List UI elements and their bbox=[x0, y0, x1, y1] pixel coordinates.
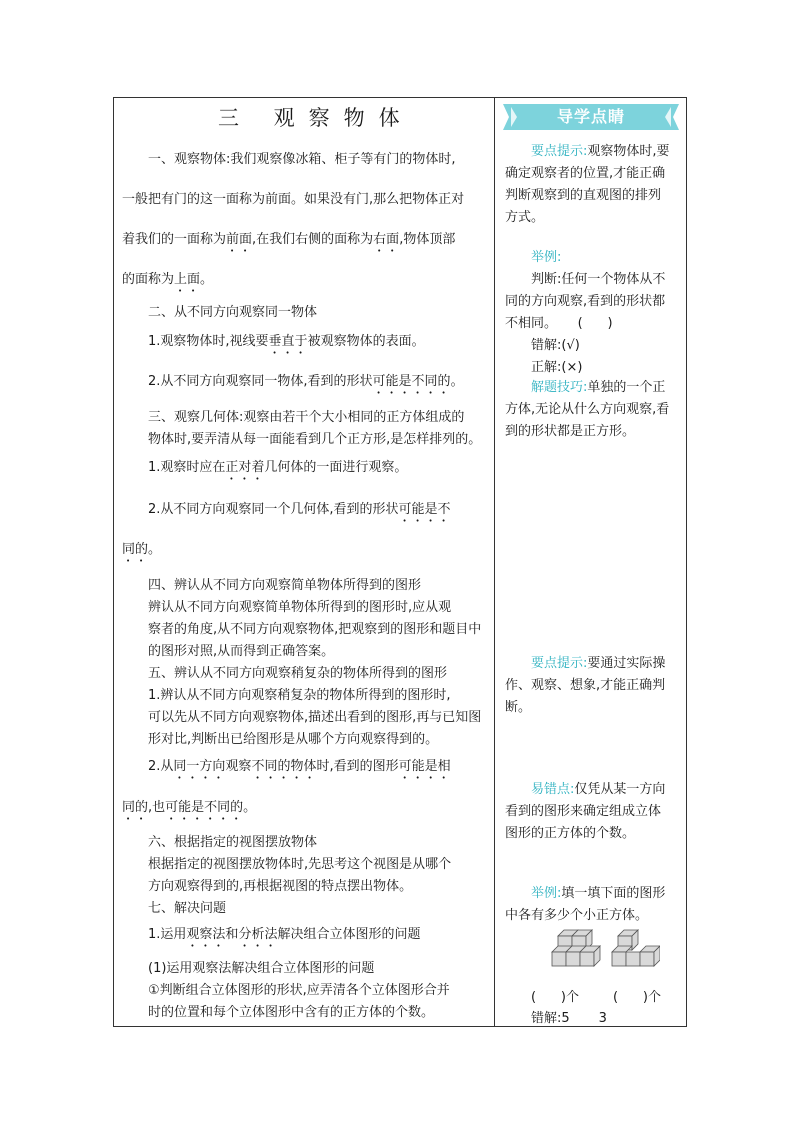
s1-line2: 一般把有门的这一面称为前面。如果没有门,那么把物体正对 bbox=[122, 192, 465, 207]
s3-point2-cont: 同的。 bbox=[122, 542, 162, 557]
s5-line3: 形对比,判断出已给图形是从哪个方向观察得到的。 bbox=[148, 732, 439, 747]
s3-point1: 1.观察时应在正对着几何体的一面进行观察。 bbox=[148, 460, 408, 475]
s4-heading: 四、辨认从不同方向观察简单物体所得到的图形 bbox=[148, 578, 422, 593]
ex1-tip-line2: 方体,无论从什么方向观察,看 bbox=[505, 402, 670, 417]
kp1-label: 要点提示: bbox=[531, 144, 588, 159]
kp2-line3: 断。 bbox=[505, 700, 532, 715]
s1-line3: 着我们的一面称为前面,在我们右侧的面称为右面,物体顶部 bbox=[122, 232, 456, 247]
page-title: 三 观察物体 bbox=[218, 106, 414, 130]
kp1-line4: 方式。 bbox=[505, 210, 545, 225]
main-column bbox=[114, 98, 494, 1026]
s2-point1: 1.观察物体时,视线要垂直于被观察物体的表面。 bbox=[148, 334, 425, 349]
banner-title: 导学点睛 bbox=[556, 107, 625, 126]
cube-figure-2 bbox=[610, 928, 660, 980]
s7-heading: 七、解决问题 bbox=[148, 901, 227, 916]
s5-heading: 五、辨认从不同方向观察稍复杂的物体所得到的图形 bbox=[148, 666, 448, 681]
tip-label: 解题技巧: bbox=[531, 380, 588, 395]
s6-heading: 六、根据指定的视图摆放物体 bbox=[148, 835, 318, 850]
kp1-line1: 要点提示:观察物体时,要 bbox=[531, 144, 670, 159]
s5-point2: 2.从同一方向观察不同的物体时,看到的图形可能是相 bbox=[148, 759, 451, 774]
s1-line4: 的面称为上面。 bbox=[122, 272, 214, 287]
kp2-line2: 作、观察、想象,才能正确判 bbox=[505, 678, 666, 693]
s6-line2: 方向观察得到的,再根据视图的特点摆出物体。 bbox=[148, 879, 413, 894]
ex1-line3: 不相同。 ( ) bbox=[505, 316, 613, 331]
sidebar-column bbox=[495, 98, 687, 1026]
err-line3: 图形的正方体的个数。 bbox=[505, 826, 636, 841]
ex2-blank2: ( )个 bbox=[613, 990, 661, 1005]
ex2-label: 举例: bbox=[531, 886, 562, 901]
err-label: 易错点: bbox=[531, 782, 575, 797]
s7-subpoint: (1)运用观察法解决组合立体图形的问题 bbox=[148, 961, 375, 976]
ex2-line1: 举例:填一填下面的图形 bbox=[531, 886, 666, 901]
ex1-right: 正解:(×) bbox=[531, 360, 583, 375]
s2-heading: 二、从不同方向观察同一物体 bbox=[148, 305, 318, 320]
kp2-line1: 要点提示:要通过实际操 bbox=[531, 656, 666, 671]
s7-line2: 时的位置和每个立体图形中含有的正方体的个数。 bbox=[148, 1005, 435, 1020]
ex1-wrong: 错解:(√) bbox=[531, 338, 580, 353]
ex1-line2: 同的方向观察,看到的形状都 bbox=[505, 294, 666, 309]
guide-banner bbox=[503, 104, 679, 130]
ex1-label: 举例: bbox=[531, 250, 562, 265]
s3-point2: 2.从不同方向观察同一个几何体,看到的形状可能是不 bbox=[148, 502, 451, 517]
kp1-line3: 判断观察到的直观图的排列 bbox=[505, 188, 662, 203]
ex1-tip-line3: 到的形状都是正方形。 bbox=[505, 424, 636, 439]
s6-line1: 根据指定的视图摆放物体时,先思考这个视图是从哪个 bbox=[148, 857, 452, 872]
kp1-line2: 确定观察者的位置,才能正确 bbox=[505, 166, 666, 181]
ex2-answer: 错解:5 3 bbox=[531, 1011, 607, 1026]
s5-line1: 1.辨认从不同方向观察稍复杂的物体所得到的图形时, bbox=[148, 688, 451, 703]
ex1-tip-line1: 解题技巧:单独的一个正 bbox=[531, 380, 666, 395]
s5-line2: 可以先从不同方向观察物体,描述出看到的图形,再与已知图 bbox=[148, 710, 482, 725]
s2-point2: 2.从不同方向观察同一物体,看到的形状可能是不同的。 bbox=[148, 374, 464, 389]
ex2-line2: 中各有多少个小正方体。 bbox=[505, 908, 649, 923]
s7-line1: ①判断组合立体图形的形状,应弄清各个立体图形合并 bbox=[148, 983, 450, 998]
s4-line2: 察者的角度,从不同方向观察物体,把观察到的图形和题目中 bbox=[148, 622, 482, 637]
err-line2: 看到的图形来确定组成立体 bbox=[505, 804, 662, 819]
s5-point2-cont: 同的,也可能是不同的。 bbox=[122, 800, 257, 815]
s4-line1: 辨认从不同方向观察简单物体所得到的图形时,应从观 bbox=[148, 600, 452, 615]
cube-figure-1 bbox=[550, 928, 608, 980]
s7-point1: 1.运用观察法和分析法解决组合立体图形的问题 bbox=[148, 927, 421, 942]
s4-line3: 的图形对照,从而得到正确答案。 bbox=[148, 644, 335, 659]
err-line1: 易错点:仅凭从某一方向 bbox=[531, 782, 666, 797]
worksheet-frame bbox=[113, 97, 687, 1027]
kp2-label: 要点提示: bbox=[531, 656, 588, 671]
s3-line2: 物体时,要弄清从每一面能看到几个正方形,是怎样排列的。 bbox=[148, 432, 482, 447]
ex1-line1: 判断:任何一个物体从不 bbox=[531, 272, 666, 287]
ex2-blank1: ( )个 bbox=[531, 990, 579, 1005]
s1-lead: 一、观察物体:我们观察像冰箱、柜子等有门的物体时, bbox=[148, 152, 456, 167]
s3-line1: 三、观察几何体:观察由若干个大小相同的正方体组成的 bbox=[148, 410, 465, 425]
